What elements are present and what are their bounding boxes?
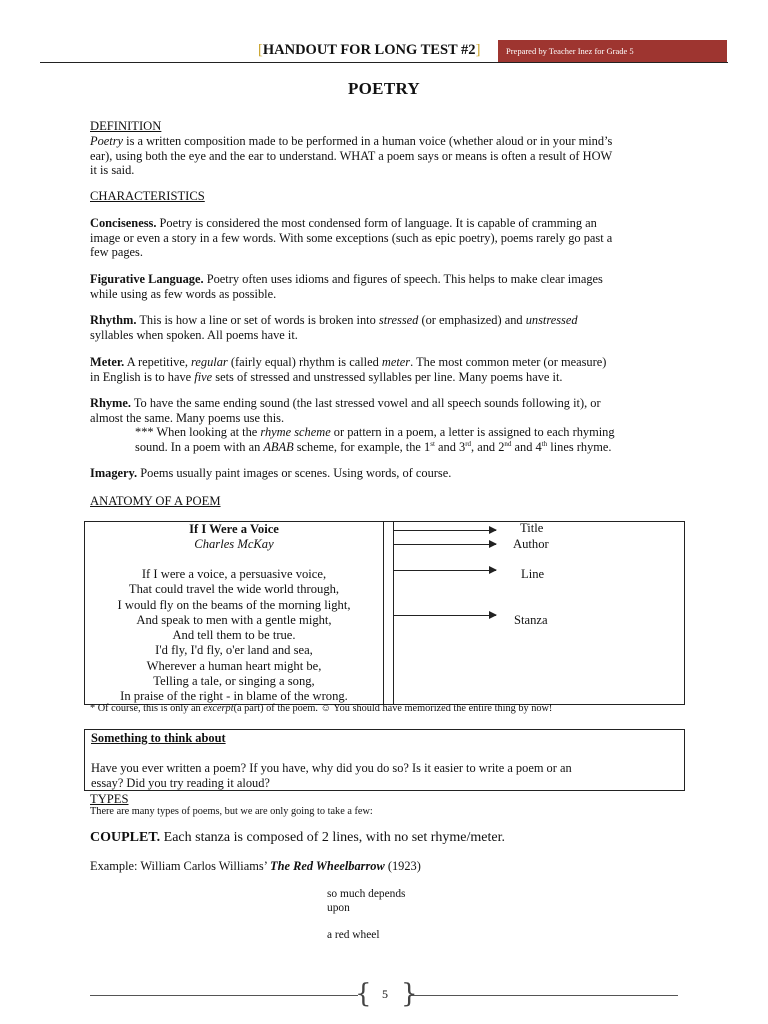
poem-divider	[383, 521, 384, 705]
poem-line: Wherever a human heart might be,	[146, 658, 322, 673]
think-heading: Something to think about	[91, 731, 226, 745]
label-title: Title	[520, 521, 544, 535]
example-line: Example: William Carlos Williams’ The Red Wheelbarrow (1923)	[90, 859, 421, 873]
page-title: POETRY	[347, 79, 421, 98]
imagery-paragraph: Imagery. Poems usually paint images or scenes. Using words, of course.	[90, 466, 452, 480]
left-brace-icon: {	[355, 979, 372, 1009]
poem-line: If I were a voice, a persuasive voice,	[141, 567, 327, 581]
poem-author: Charles McKay	[194, 537, 274, 551]
rhythm-paragraph: Rhythm. This is how a line or set of words is broken into stressed (or emphasized) and unstressed syllables when spoken. All poems have it.	[90, 313, 578, 342]
types-heading: TYPES	[90, 792, 129, 806]
rhyme-scheme-note: *** When looking at the rhyme scheme or pattern in a poem, a letter is assigned to each rhyming sound. In a poem with an ABAB scheme, for example, the 1st and 3rd, and 2nd and 4th lines rhyme.	[135, 425, 615, 454]
right-brace-icon: }	[401, 979, 418, 1009]
excerpt-line: a red wheel	[327, 928, 380, 941]
excerpt-line	[327, 915, 405, 929]
page-number: 5	[382, 987, 388, 1001]
label-author: Author	[513, 537, 549, 551]
poem-line: I would fly on the beams of the morning light,	[117, 597, 351, 612]
label-stanza: Stanza	[514, 613, 548, 627]
footer-rule-right	[411, 995, 678, 996]
footer-rule-left	[90, 995, 358, 996]
example-excerpt	[327, 888, 405, 942]
poem-line: And tell them to be true.	[172, 628, 296, 643]
arrow-to-stanza	[394, 615, 496, 616]
arrow-to-line	[394, 570, 496, 571]
poem-footnote: * Of course, this is only an excerpt(a part) of the poem. ☺ You should have memorized the entire thing by now!	[90, 703, 553, 714]
handout-title: [HANDOUT FOR LONG TEST #2]	[258, 42, 481, 58]
excerpt-line: upon	[327, 901, 350, 914]
poem-divider	[393, 521, 394, 705]
poem-stanza	[86, 567, 382, 705]
poem-line: That could travel the wide world through,	[128, 582, 340, 597]
poem-line: In praise of the right - in blame of the wrong.	[120, 689, 348, 704]
conciseness-paragraph: Conciseness. Poetry is considered the most condensed form of language. It is capable of cramming an image or even a story in a few words. With some exceptions (such as epic poetry), poems rarely go past a few pages.	[90, 216, 613, 260]
arrow-to-author	[394, 544, 496, 545]
poem-line: I'd fly, I'd fly, o'er land and sea,	[155, 643, 313, 658]
poem-line: And speak to men with a gentle might,	[136, 612, 332, 627]
header-rule	[40, 62, 728, 63]
think-text: Have you ever written a poem? If you have, why did you do so? Is it easier to write a poem or an essay? Did you try reading it aloud?	[91, 761, 572, 790]
definition-text: Poetry is a written composition made to be performed in a human voice (whether aloud or in your mind’s ear), using both the eye and the ear to understand. WHAT a poem says or means is often a result of HOW it is said.	[90, 134, 613, 178]
anatomy-heading: ANATOMY OF A POEM	[90, 494, 221, 508]
couplet-paragraph: COUPLET. Each stanza is composed of 2 lines, with no set rhyme/meter.	[90, 830, 505, 845]
poem-line: Telling a tale, or singing a song,	[153, 674, 315, 689]
arrow-to-title	[394, 530, 496, 531]
definition-heading: DEFINITION	[90, 119, 162, 133]
meter-paragraph: Meter. A repetitive, regular (fairly equal) rhythm is called meter. The most common meter (or measure) in English is to have five sets of stressed and unstressed syllables per line. Many poems have it.	[90, 355, 607, 384]
prepared-by-banner: Prepared by Teacher Inez for Grade 5	[498, 40, 727, 63]
characteristics-heading: CHARACTERISTICS	[90, 189, 205, 203]
label-line: Line	[521, 567, 545, 581]
figurative-paragraph: Figurative Language. Poetry often uses idioms and figures of speech. This helps to make clear images while using as few words as possible.	[90, 272, 603, 301]
excerpt-line: so much depends	[327, 888, 406, 900]
poem-title: If I Were a Voice	[189, 522, 279, 536]
types-intro: There are many types of poems, but we are only going to take a few:	[90, 806, 373, 817]
rhyme-paragraph: Rhyme. To have the same ending sound (the last stressed vowel and all speech sounds following it), or almost the same. Many poems use this.	[90, 396, 601, 425]
